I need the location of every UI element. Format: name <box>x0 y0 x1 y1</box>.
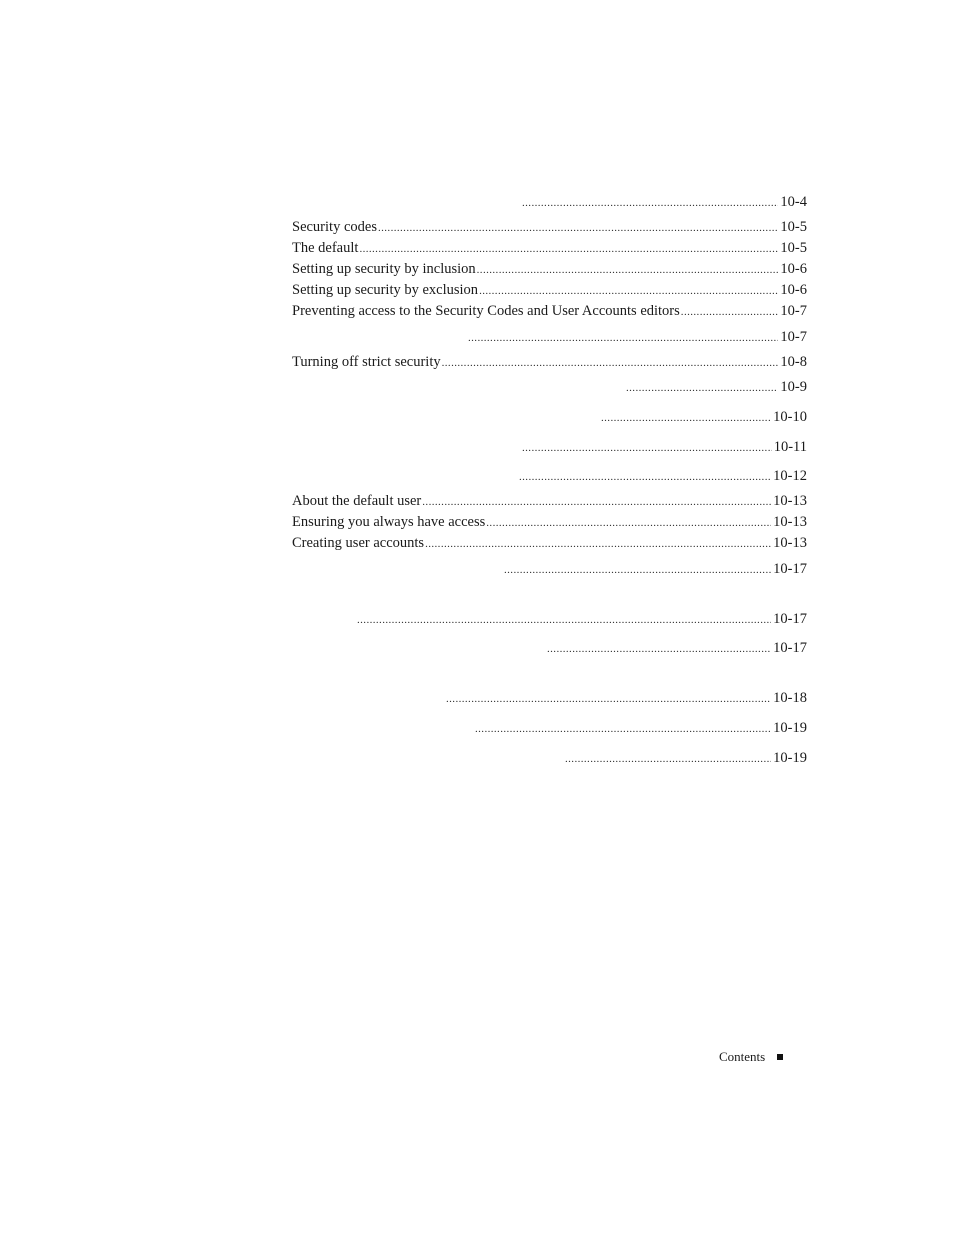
toc-entry[interactable] <box>546 639 807 657</box>
toc-entry[interactable] <box>292 513 807 531</box>
toc-entry-page: 10-9 <box>780 379 807 395</box>
toc-entry-title: The default <box>292 240 359 256</box>
toc-entry[interactable] <box>292 353 807 371</box>
dot-leader <box>522 194 778 212</box>
toc-entry-page: 10-6 <box>780 261 807 277</box>
toc-entry-page: 10-13 <box>773 493 807 509</box>
toc-entry-title: About the default user <box>292 493 422 509</box>
toc-entry-title: Setting up security by inclusion <box>292 261 476 277</box>
toc-entry[interactable] <box>356 610 807 628</box>
page-footer <box>719 1048 783 1066</box>
dot-leader <box>486 514 771 532</box>
dot-leader <box>475 720 771 738</box>
toc-entry[interactable] <box>521 193 807 211</box>
dot-leader <box>442 354 779 372</box>
toc-entry-page: 10-18 <box>773 690 807 706</box>
toc-entry[interactable] <box>521 438 807 456</box>
toc-entry[interactable] <box>292 218 807 236</box>
toc-entry[interactable] <box>625 378 807 396</box>
toc-entry[interactable] <box>292 492 807 510</box>
dot-leader <box>547 640 771 658</box>
toc-entry[interactable] <box>445 689 807 707</box>
toc-entry[interactable] <box>292 239 807 257</box>
dot-leader <box>359 240 778 258</box>
toc-entry-page: 10-17 <box>773 611 807 627</box>
toc-entry[interactable] <box>503 560 807 578</box>
dot-leader <box>425 535 771 553</box>
toc-entry-page: 10-10 <box>773 409 807 425</box>
toc-entry-page: 10-4 <box>780 194 807 210</box>
dot-leader <box>479 282 778 300</box>
dot-leader <box>422 493 771 511</box>
toc-entry-title: Setting up security by exclusion <box>292 282 479 298</box>
toc-entry[interactable] <box>564 749 807 767</box>
dot-leader <box>477 261 779 279</box>
dot-leader <box>565 750 771 768</box>
toc-entry-page: 10-12 <box>773 468 807 484</box>
dot-leader <box>468 329 778 347</box>
dot-leader <box>446 690 771 708</box>
toc-entry-title: Preventing access to the Security Codes and User Accounts editors <box>292 303 680 319</box>
toc-entry-title: Security codes <box>292 219 377 235</box>
dot-leader <box>522 439 772 457</box>
dot-leader <box>626 379 778 397</box>
toc-entry[interactable] <box>518 467 807 485</box>
toc-entry-title: Turning off strict security <box>292 354 441 370</box>
toc-entry-page: 10-11 <box>773 439 807 455</box>
toc-entry-page: 10-17 <box>773 640 807 656</box>
dot-leader <box>378 219 778 237</box>
toc-entry-page: 10-19 <box>773 720 807 736</box>
dot-leader <box>357 611 771 629</box>
footer-label: Contents <box>719 1049 766 1064</box>
toc-entry-title: Ensuring you always have access <box>292 514 486 530</box>
toc-entry-page: 10-5 <box>780 219 807 235</box>
toc-entry-title: Creating user accounts <box>292 535 425 551</box>
dot-leader <box>504 561 771 579</box>
toc-entry[interactable] <box>292 260 807 278</box>
toc-entry[interactable] <box>600 408 807 426</box>
toc-entry-page: 10-6 <box>780 282 807 298</box>
toc-entry-page: 10-13 <box>773 514 807 530</box>
square-bullet-icon <box>777 1054 783 1060</box>
toc-entry-page: 10-7 <box>780 303 807 319</box>
toc-entry[interactable] <box>467 328 807 346</box>
toc-entry-page: 10-7 <box>780 329 807 345</box>
toc-entry[interactable] <box>292 534 807 552</box>
dot-leader <box>519 468 771 486</box>
dot-leader <box>601 409 771 427</box>
dot-leader <box>681 303 779 321</box>
toc-entry-page: 10-8 <box>780 354 807 370</box>
toc-entry-page: 10-5 <box>780 240 807 256</box>
toc-entry-page: 10-13 <box>773 535 807 551</box>
toc-entry-page: 10-17 <box>773 561 807 577</box>
toc-entry[interactable] <box>474 719 807 737</box>
toc-entry[interactable] <box>292 281 807 299</box>
toc-entry[interactable] <box>292 302 807 320</box>
toc-entry-page: 10-19 <box>773 750 807 766</box>
